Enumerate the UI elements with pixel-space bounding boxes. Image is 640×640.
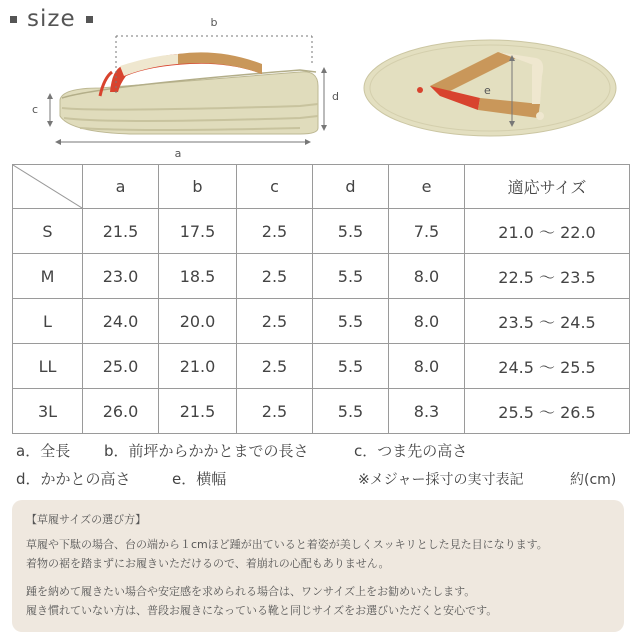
table-row xyxy=(13,209,630,254)
dim-e-label: e xyxy=(484,84,491,97)
dim-d-label: d xyxy=(332,90,339,103)
cell-fit: 22.5 ～ 23.5 xyxy=(465,254,630,299)
cell-fit: 25.5 ～ 26.5 xyxy=(465,389,630,434)
row-size-label: S xyxy=(13,209,83,254)
legend-e: e．横幅 xyxy=(172,470,227,488)
col-header-c: c xyxy=(237,165,313,209)
col-header-d: d xyxy=(313,165,389,209)
cell-e: 8.0 xyxy=(389,299,465,344)
heading-title: size xyxy=(27,6,76,32)
table-row xyxy=(13,389,630,434)
dim-c-label: c xyxy=(32,103,39,116)
legend-measure-note: ※メジャー採寸の実寸表記 xyxy=(358,471,524,488)
cell-a: 26.0 xyxy=(83,389,159,434)
cell-c: 2.5 xyxy=(237,389,313,434)
cell-a: 21.5 xyxy=(83,209,159,254)
cell-a: 24.0 xyxy=(83,299,159,344)
sandal-diagram xyxy=(0,0,640,160)
cell-d: 5.5 xyxy=(313,209,389,254)
cell-e: 8.0 xyxy=(389,254,465,299)
cell-d: 5.5 xyxy=(313,299,389,344)
legend-b: b．前坪からかかとまでの長さ xyxy=(104,442,309,460)
table-row xyxy=(13,299,630,344)
cell-e: 8.0 xyxy=(389,344,465,389)
row-size-label: LL xyxy=(13,344,83,389)
sizing-guide-box xyxy=(12,500,624,632)
cell-e: 8.3 xyxy=(389,389,465,434)
dim-a-label: a xyxy=(174,147,182,160)
table-corner-cell xyxy=(13,165,83,209)
row-size-label: 3L xyxy=(13,389,83,434)
row-size-label: L xyxy=(13,299,83,344)
side-view-sandal xyxy=(60,52,318,134)
cell-fit: 21.0 ～ 22.0 xyxy=(465,209,630,254)
row-size-label: M xyxy=(13,254,83,299)
cell-b: 21.5 xyxy=(159,389,237,434)
cell-b: 17.5 xyxy=(159,209,237,254)
col-header-e: e xyxy=(389,165,465,209)
cell-e: 7.5 xyxy=(389,209,465,254)
col-header-b: b xyxy=(159,165,237,209)
legend-row-1 xyxy=(16,440,467,461)
legend-row-2 xyxy=(16,468,616,489)
table-row xyxy=(13,344,630,389)
cell-c: 2.5 xyxy=(237,254,313,299)
sizing-guide-line: 着物の裾を踏まずにお履きいただけるので、着崩れの心配もありません。 xyxy=(26,557,390,570)
sizing-guide-line: 踵を納めて履きたい場合や安定感を求められる場合は、ワンサイズ上をお勧めいたします。 xyxy=(26,585,476,598)
legend-unit: 約(cm) xyxy=(570,471,617,488)
cell-fit: 24.5 ～ 25.5 xyxy=(465,344,630,389)
col-header-a: a xyxy=(83,165,159,209)
cell-d: 5.5 xyxy=(313,389,389,434)
col-header-fit: 適応サイズ xyxy=(465,165,630,209)
cell-d: 5.5 xyxy=(313,344,389,389)
cell-fit: 23.5 ～ 24.5 xyxy=(465,299,630,344)
sizing-guide-line: 履き慣れていない方は、普段お履きになっている靴と同じサイズをお選びいただくと安心です。 xyxy=(26,604,498,617)
cell-b: 18.5 xyxy=(159,254,237,299)
legend-d: d．かかとの高さ xyxy=(16,470,131,488)
cell-a: 23.0 xyxy=(83,254,159,299)
cell-a: 25.0 xyxy=(83,344,159,389)
cell-b: 20.0 xyxy=(159,299,237,344)
legend-a: a．全長 xyxy=(16,442,71,460)
cell-c: 2.5 xyxy=(237,299,313,344)
size-table xyxy=(12,164,630,434)
cell-b: 21.0 xyxy=(159,344,237,389)
legend-c: c．つま先の高さ xyxy=(354,442,468,460)
sizing-guide-line: 草履や下駄の場合、台の端から１cmほど踵が出ていると着姿が美しくスッキリとした見た目になります。 xyxy=(26,538,548,551)
cell-c: 2.5 xyxy=(237,344,313,389)
cell-d: 5.5 xyxy=(313,254,389,299)
table-header-row xyxy=(13,165,630,209)
sizing-guide-title: 【草履サイズの選び方】 xyxy=(26,513,147,526)
table-row xyxy=(13,254,630,299)
dim-b-label: b xyxy=(210,16,218,29)
cell-c: 2.5 xyxy=(237,209,313,254)
